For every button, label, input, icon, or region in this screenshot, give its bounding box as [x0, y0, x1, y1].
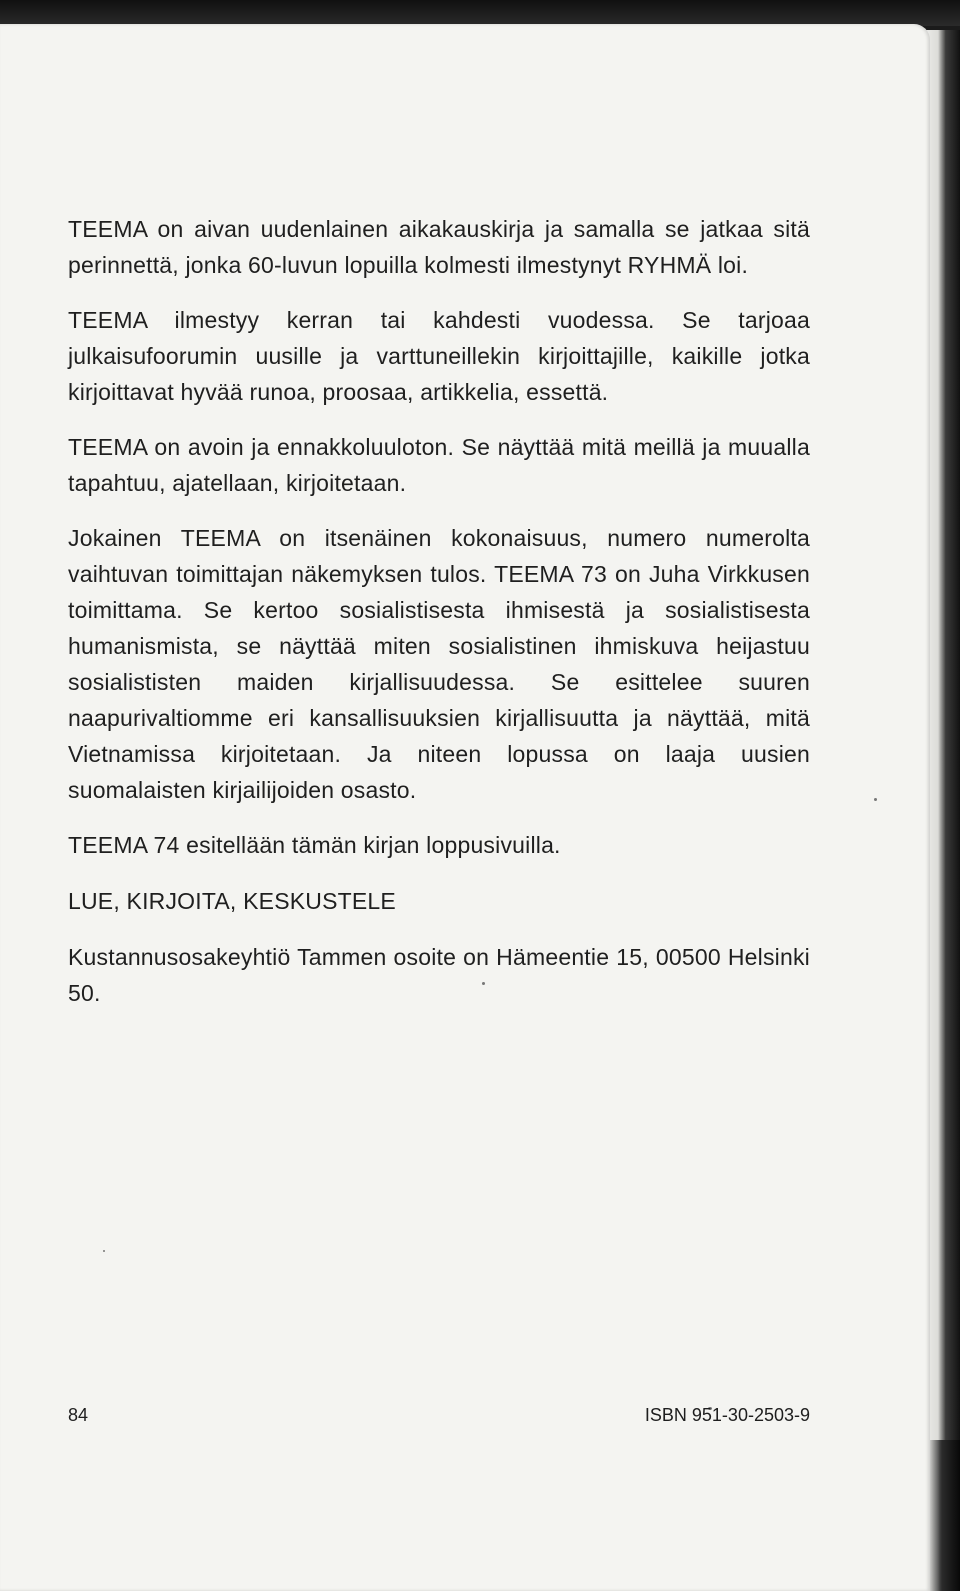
- isbn-label: ISBN 951-30-2503-9: [644, 1405, 810, 1425]
- paragraph-teema-74: TEEMA 74 esitellään tämän kirjan loppusivuilla.: [68, 832, 561, 858]
- book-spine-bottom-shadow: [928, 1440, 960, 1591]
- page-number: 84: [68, 1405, 89, 1425]
- book-spine-shadow: [938, 30, 960, 1591]
- paragraph-slogan: LUE, KIRJOITA, KESKUSTELE: [68, 888, 396, 914]
- body-text: [68, 211, 810, 1030]
- paper-speck: [103, 1250, 105, 1252]
- paragraph-frequency: TEEMA ilmestyy kerran tai kahdesti vuodessa. Se tarjoaa julkaisufoorumin uusille ja varttuneillekin kirjoittajille, kaikille jotka kirjoittavat hyvää runoa, proosaa, artikkelia, essettä.: [68, 307, 810, 405]
- paragraph-intro: TEEMA on aivan uudenlainen aikakauskirja ja samalla se jatkaa sitä perinnettä, jonka 60-luvun lopuilla kolmesti ilmestynyt RYHMÄ loi.: [68, 216, 810, 278]
- paragraph-address: Kustannusosakeyhtiö Tammen osoite on Hämeentie 15, 00500 Helsinki 50.: [68, 944, 810, 1006]
- scan-top-edge: [0, 0, 960, 26]
- paragraph-teema-73: Jokainen TEEMA on itsenäinen kokonaisuus, numero numerolta vaihtuvan toimittajan näkemyksen tulos. TEEMA 73 on Juha Virkkusen toimittama. Se kertoo sosialistisesta ihmisestä ja sosialistisesta humanismista, se näyttää miten sosialistinen ihmiskuva heijastuu sosialististen maiden kirjallisuudessa. Se esittelee suuren naapurivaltiomme eri kansallisuuksien kirjallisuutta ja näyttää, mitä Vietnamissa kirjoitetaan. Ja niteen lopussa on laaja uusien suomalaisten kirjailijoiden osasto.: [68, 525, 810, 803]
- paper-speck: [874, 798, 877, 801]
- paragraph-openness: TEEMA on avoin ja ennakkoluuloton. Se näyttää mitä meillä ja muualla tapahtuu, ajatellaan, kirjoitetaan.: [68, 434, 810, 496]
